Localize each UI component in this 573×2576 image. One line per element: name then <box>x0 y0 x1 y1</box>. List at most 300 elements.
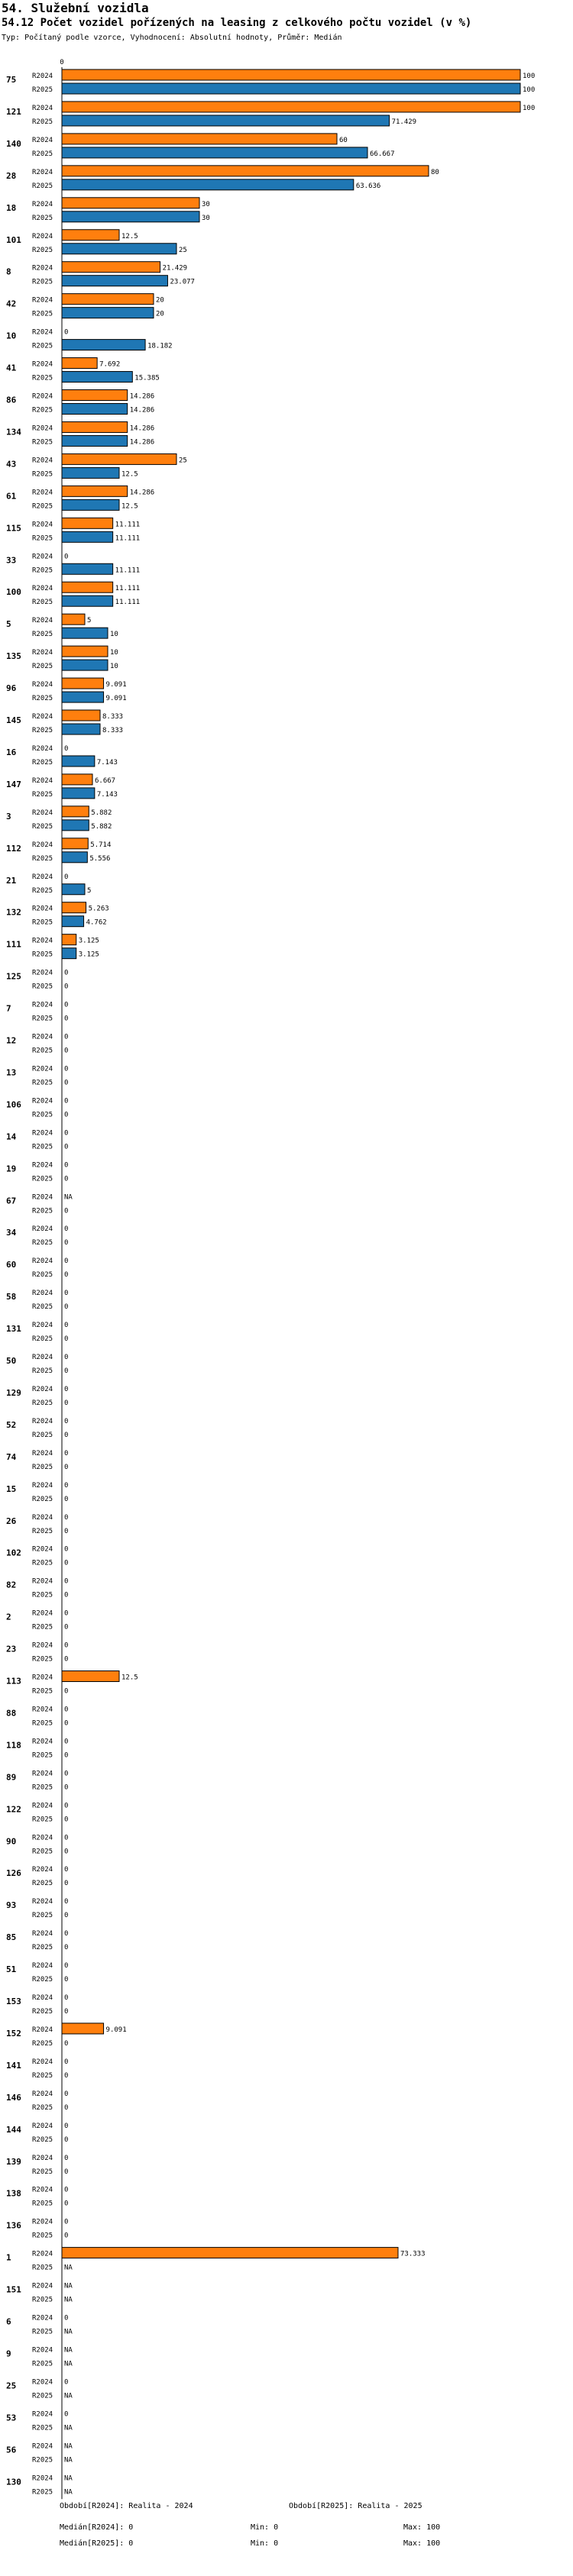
value-label: 0 <box>64 2122 69 2130</box>
category-label: 118 <box>6 1740 21 1751</box>
category-label: 126 <box>6 1868 21 1879</box>
value-label: 0 <box>64 1784 69 1792</box>
series-label-r2024: R2024 <box>32 1322 53 1330</box>
value-label: 0 <box>64 1912 69 1920</box>
category-label: 5 <box>6 619 11 630</box>
series-label-r2025: R2025 <box>32 246 53 254</box>
value-label: 0 <box>64 1047 69 1055</box>
value-label: 7.143 <box>96 758 118 767</box>
value-label: 5.263 <box>88 905 109 913</box>
value-label: 10 <box>110 663 118 671</box>
bar-r2025 <box>62 308 154 318</box>
value-label: 14.286 <box>129 424 155 433</box>
category-label: 101 <box>6 234 21 245</box>
value-label: 0 <box>64 1880 69 1888</box>
bar-r2024 <box>62 518 113 528</box>
value-label: 14.286 <box>129 392 155 401</box>
value-label: 0 <box>64 1513 69 1522</box>
value-label: 11.111 <box>115 521 141 529</box>
value-label: 12.5 <box>121 502 138 511</box>
value-label: 0 <box>64 1001 69 1009</box>
series-label-r2025: R2025 <box>32 2392 53 2400</box>
bar-r2024 <box>62 902 86 913</box>
bar-r2024 <box>62 486 128 496</box>
series-label-r2024: R2024 <box>32 136 53 144</box>
category-label: 2 <box>6 1612 11 1622</box>
series-label-r2024: R2024 <box>32 2058 53 2066</box>
bar-r2025 <box>62 147 367 158</box>
series-label-r2025: R2025 <box>32 1976 53 1984</box>
category-label: 75 <box>6 75 17 85</box>
category-label: 151 <box>6 2284 21 2295</box>
value-label: 0 <box>64 2103 69 2112</box>
series-label-r2025: R2025 <box>32 534 53 543</box>
category-label: 53 <box>6 2413 17 2423</box>
series-label-r2024: R2024 <box>32 617 53 625</box>
series-label-r2025: R2025 <box>32 918 53 927</box>
series-label-r2025: R2025 <box>32 790 53 799</box>
series-label-r2024: R2024 <box>32 1161 53 1170</box>
series-label-r2024: R2024 <box>32 73 53 80</box>
series-label-r2025: R2025 <box>32 1591 53 1600</box>
series-label-r2024: R2024 <box>32 1641 53 1650</box>
series-label-r2024: R2024 <box>32 104 53 112</box>
series-label-r2024: R2024 <box>32 1033 53 1041</box>
value-label: 0 <box>64 2218 69 2226</box>
category-label: 10 <box>6 331 17 341</box>
category-label: 41 <box>6 363 17 373</box>
series-label-r2024: R2024 <box>32 232 53 240</box>
bar-r2025 <box>62 83 520 94</box>
value-label: 0 <box>64 1559 69 1567</box>
category-label: 86 <box>6 395 17 405</box>
series-label-r2024: R2024 <box>32 2186 53 2194</box>
category-label: 16 <box>6 747 17 757</box>
series-label-r2024: R2024 <box>32 2218 53 2226</box>
series-label-r2024: R2024 <box>32 1609 53 1618</box>
bar-r2024 <box>62 838 88 849</box>
value-label: 0 <box>64 1322 69 1330</box>
value-label: 0 <box>64 1367 69 1375</box>
bar-r2024 <box>62 166 429 176</box>
series-label-r2024: R2024 <box>32 424 53 433</box>
series-label-r2024: R2024 <box>32 1962 53 1971</box>
value-label: 30 <box>202 200 210 208</box>
value-label: 0 <box>64 1577 69 1586</box>
series-label-r2025: R2025 <box>32 695 53 703</box>
footer-period-2025: Období[R2025]: Realita - 2025 <box>289 2502 422 2510</box>
series-label-r2025: R2025 <box>32 2488 53 2497</box>
bar-r2024 <box>62 710 100 721</box>
series-label-r2024: R2024 <box>32 585 53 593</box>
category-label: 112 <box>6 843 21 854</box>
value-label: 66.667 <box>370 150 395 158</box>
series-label-r2024: R2024 <box>32 1898 53 1906</box>
series-label-r2024: R2024 <box>32 328 53 337</box>
series-label-r2025: R2025 <box>32 1207 53 1215</box>
value-label: 0 <box>64 2200 69 2208</box>
value-label: 0 <box>64 1527 69 1535</box>
series-label-r2024: R2024 <box>32 392 53 401</box>
bar-r2024 <box>62 806 89 817</box>
series-label-r2024: R2024 <box>32 1802 53 1810</box>
value-label: 12.5 <box>121 232 138 240</box>
value-label: 0 <box>64 1207 69 1215</box>
series-label-r2024: R2024 <box>32 521 53 529</box>
bar-r2024 <box>62 2023 104 2034</box>
bar-r2025 <box>62 884 85 895</box>
series-label-r2024: R2024 <box>32 649 53 657</box>
series-label-r2024: R2024 <box>32 1866 53 1874</box>
value-label: 0 <box>64 2058 69 2066</box>
value-label: 11.111 <box>115 585 141 593</box>
series-label-r2024: R2024 <box>32 2442 53 2451</box>
value-label: 0 <box>64 1271 69 1280</box>
category-label: 28 <box>6 170 17 181</box>
series-label-r2025: R2025 <box>32 1239 53 1248</box>
series-label-r2024: R2024 <box>32 937 53 945</box>
bar-r2024 <box>62 2248 398 2258</box>
value-label: 0 <box>64 2314 69 2323</box>
value-label: 30 <box>202 214 210 222</box>
value-label: 0 <box>64 1706 69 1714</box>
value-label: 0 <box>64 1385 69 1393</box>
value-label: 71.429 <box>391 118 417 126</box>
value-label: 73.333 <box>400 2250 426 2258</box>
value-label: 11.111 <box>115 567 141 575</box>
value-label: NA <box>64 2488 73 2497</box>
value-label: 23.077 <box>170 278 195 286</box>
series-label-r2025: R2025 <box>32 886 53 895</box>
bar-r2024 <box>62 102 520 112</box>
value-label: 15.385 <box>134 374 160 383</box>
value-label: 8.333 <box>102 713 124 721</box>
series-label-r2025: R2025 <box>32 2168 53 2176</box>
bar-r2024 <box>62 134 337 144</box>
value-label: 0 <box>64 1816 69 1824</box>
series-label-r2024: R2024 <box>32 1417 53 1425</box>
series-label-r2025: R2025 <box>32 2200 53 2208</box>
series-label-r2025: R2025 <box>32 1175 53 1183</box>
series-label-r2024: R2024 <box>32 2410 53 2419</box>
value-label: NA <box>64 1193 73 1202</box>
series-label-r2024: R2024 <box>32 1129 53 1138</box>
series-label-r2025: R2025 <box>32 182 53 190</box>
chart-subtitle: Typ: Počítaný podle vzorce, Vyhodnocení: Absolutní hodnoty, Průměr: Medián <box>2 34 342 42</box>
bar-r2024 <box>62 421 128 432</box>
value-label: 0 <box>64 983 69 991</box>
value-label: 0 <box>64 873 69 881</box>
value-label: 0 <box>64 1738 69 1746</box>
series-label-r2025: R2025 <box>32 1880 53 1888</box>
series-label-r2024: R2024 <box>32 1290 53 1298</box>
series-label-r2025: R2025 <box>32 470 53 479</box>
series-label-r2024: R2024 <box>32 2154 53 2162</box>
category-label: 6 <box>6 2316 11 2327</box>
value-label: 0 <box>64 2154 69 2162</box>
series-label-r2025: R2025 <box>32 1816 53 1824</box>
series-label-r2025: R2025 <box>32 2135 53 2144</box>
series-label-r2024: R2024 <box>32 1770 53 1778</box>
value-label: 0 <box>64 1065 69 1073</box>
series-label-r2024: R2024 <box>32 2026 53 2034</box>
series-label-r2025: R2025 <box>32 1399 53 1407</box>
series-label-r2024: R2024 <box>32 2474 53 2483</box>
series-label-r2025: R2025 <box>32 983 53 991</box>
series-label-r2025: R2025 <box>32 2328 53 2336</box>
value-label: 14.286 <box>129 489 155 497</box>
bar-r2024 <box>62 678 104 689</box>
value-label: 0 <box>64 2232 69 2240</box>
category-label: 138 <box>6 2188 21 2199</box>
series-label-r2024: R2024 <box>32 1834 53 1842</box>
value-label: 0 <box>64 1641 69 1650</box>
category-label: 115 <box>6 523 21 534</box>
category-label: 1 <box>6 2252 11 2263</box>
bar-r2024 <box>62 69 520 80</box>
series-label-r2024: R2024 <box>32 969 53 977</box>
value-label: 0 <box>64 1495 69 1503</box>
category-label: 34 <box>6 1228 17 1238</box>
bar-r2025 <box>62 724 100 734</box>
series-label-r2025: R2025 <box>32 1719 53 1728</box>
bar-r2025 <box>62 692 104 702</box>
bar-r2024 <box>62 198 199 208</box>
category-label: 26 <box>6 1516 17 1526</box>
series-label-r2025: R2025 <box>32 1015 53 1023</box>
series-label-r2025: R2025 <box>32 1271 53 1280</box>
value-label: 100 <box>523 73 536 80</box>
bar-r2024 <box>62 390 128 401</box>
value-label: 7.692 <box>99 360 121 369</box>
value-label: 0 <box>64 2039 69 2048</box>
category-label: 152 <box>6 2028 21 2039</box>
value-label: 0 <box>64 2090 69 2098</box>
value-label: 11.111 <box>115 534 141 543</box>
series-label-r2025: R2025 <box>32 2103 53 2112</box>
series-label-r2025: R2025 <box>32 567 53 575</box>
value-label: 0 <box>64 1290 69 1298</box>
value-label: 0 <box>64 1655 69 1664</box>
series-label-r2025: R2025 <box>32 406 53 415</box>
series-label-r2024: R2024 <box>32 1481 53 1490</box>
category-label: 140 <box>6 138 21 149</box>
value-label: 0 <box>64 1751 69 1760</box>
footer-period-2024: Období[R2024]: Realita - 2024 <box>60 2502 193 2510</box>
value-label: 12.5 <box>121 1674 138 1682</box>
section-title: 54. Služební vozidla <box>2 1 149 15</box>
series-label-r2025: R2025 <box>32 951 53 959</box>
series-label-r2025: R2025 <box>32 2039 53 2048</box>
category-label: 13 <box>6 1067 17 1078</box>
value-label: 0 <box>64 1417 69 1425</box>
value-label: 0 <box>64 1225 69 1234</box>
category-label: 85 <box>6 1932 17 1943</box>
bar-r2025 <box>62 115 390 126</box>
value-label: 0 <box>64 1303 69 1312</box>
series-label-r2024: R2024 <box>32 296 53 305</box>
series-label-r2025: R2025 <box>32 822 53 831</box>
value-label: 0 <box>64 1354 69 1361</box>
category-label: 145 <box>6 715 21 725</box>
series-label-r2024: R2024 <box>32 1225 53 1234</box>
series-label-r2024: R2024 <box>32 1001 53 1009</box>
series-label-r2025: R2025 <box>32 214 53 222</box>
bar-r2024 <box>62 774 92 785</box>
category-label: 52 <box>6 1419 17 1430</box>
value-label: NA <box>64 2264 73 2272</box>
series-label-r2024: R2024 <box>32 713 53 721</box>
value-label: 0 <box>64 1079 69 1087</box>
value-label: 5.882 <box>91 809 112 817</box>
value-label: 0 <box>64 1239 69 1248</box>
value-label: 5.714 <box>90 841 112 849</box>
series-label-r2024: R2024 <box>32 1065 53 1073</box>
value-label: 25 <box>179 457 187 465</box>
series-label-r2024: R2024 <box>32 2314 53 2323</box>
bar-r2025 <box>62 563 113 574</box>
series-label-r2025: R2025 <box>32 438 53 447</box>
series-label-r2025: R2025 <box>32 1751 53 1760</box>
bar-r2025 <box>62 788 95 799</box>
series-label-r2024: R2024 <box>32 809 53 817</box>
category-label: 100 <box>6 587 21 598</box>
series-label-r2025: R2025 <box>32 310 53 318</box>
bar-r2025 <box>62 404 128 415</box>
footer-min-2025: Min: 0 <box>251 2539 279 2548</box>
value-label: 5.556 <box>89 854 111 863</box>
series-label-r2024: R2024 <box>32 905 53 913</box>
value-label: 0 <box>64 1257 69 1266</box>
value-label: 20 <box>156 296 164 305</box>
value-label: 100 <box>523 86 536 94</box>
series-label-r2025: R2025 <box>32 1559 53 1567</box>
category-label: 130 <box>6 2477 21 2487</box>
value-label: NA <box>64 2328 73 2336</box>
bar-r2025 <box>62 628 108 638</box>
series-label-r2024: R2024 <box>32 2378 53 2387</box>
series-label-r2025: R2025 <box>32 1431 53 1439</box>
value-label: 0 <box>64 1994 69 2002</box>
category-label: 113 <box>6 1676 21 1687</box>
series-label-r2025: R2025 <box>32 663 53 671</box>
series-label-r2024: R2024 <box>32 2250 53 2258</box>
value-label: 6.667 <box>95 776 116 785</box>
value-label: 9.091 <box>105 681 127 689</box>
value-label: 0 <box>64 2410 69 2419</box>
bar-r2025 <box>62 340 145 350</box>
series-label-r2025: R2025 <box>32 1335 53 1344</box>
series-label-r2024: R2024 <box>32 264 53 273</box>
value-label: NA <box>64 2456 73 2465</box>
value-label: 10 <box>110 649 118 657</box>
value-label: 0 <box>64 1591 69 1600</box>
value-label: 0 <box>64 1097 69 1106</box>
series-label-r2025: R2025 <box>32 631 53 639</box>
bar-r2024 <box>62 262 160 273</box>
series-label-r2024: R2024 <box>32 2122 53 2130</box>
value-label: 14.286 <box>129 406 155 415</box>
bar-r2024 <box>62 1671 119 1682</box>
series-label-r2024: R2024 <box>32 1097 53 1106</box>
category-label: 19 <box>6 1164 17 1174</box>
value-label: 8.333 <box>102 727 124 734</box>
value-label: 25 <box>179 246 187 254</box>
value-label: NA <box>64 2282 73 2290</box>
series-label-r2025: R2025 <box>32 1079 53 1087</box>
category-label: 50 <box>6 1356 17 1366</box>
series-label-r2024: R2024 <box>32 1449 53 1457</box>
value-label: 0 <box>64 1930 69 1938</box>
category-label: 43 <box>6 459 17 470</box>
series-label-r2025: R2025 <box>32 2424 53 2432</box>
category-label: 82 <box>6 1580 17 1590</box>
value-label: 0 <box>64 1399 69 1407</box>
series-label-r2024: R2024 <box>32 1674 53 1682</box>
series-label-r2024: R2024 <box>32 553 53 561</box>
bar-r2025 <box>62 756 95 767</box>
value-label: NA <box>64 2442 73 2451</box>
value-label: 14.286 <box>129 438 155 447</box>
value-label: 0 <box>64 1687 69 1696</box>
footer-min-2024: Min: 0 <box>251 2523 279 2532</box>
bar-r2024 <box>62 454 176 464</box>
series-label-r2024: R2024 <box>32 1513 53 1522</box>
series-label-r2025: R2025 <box>32 1303 53 1312</box>
bar-r2025 <box>62 435 128 446</box>
category-label: 21 <box>6 875 17 886</box>
series-label-r2025: R2025 <box>32 2232 53 2240</box>
series-label-r2025: R2025 <box>32 1527 53 1535</box>
series-label-r2024: R2024 <box>32 1706 53 1714</box>
value-label: 10 <box>110 631 118 639</box>
category-label: 25 <box>6 2381 17 2391</box>
chart-title: 54.12 Počet vozidel pořízených na leasing z celkového počtu vozidel (v %) <box>2 17 472 29</box>
value-label: 0 <box>64 2168 69 2176</box>
footer-max-2025: Max: 100 <box>403 2539 441 2548</box>
series-label-r2025: R2025 <box>32 1367 53 1375</box>
value-label: 60 <box>339 136 348 144</box>
series-label-r2025: R2025 <box>32 2008 53 2016</box>
category-label: 147 <box>6 779 21 789</box>
value-label: 0 <box>64 1802 69 1810</box>
value-label: 0 <box>64 1449 69 1457</box>
bar-r2025 <box>62 820 89 831</box>
series-label-r2024: R2024 <box>32 2090 53 2098</box>
series-label-r2024: R2024 <box>32 1385 53 1393</box>
series-label-r2024: R2024 <box>32 1930 53 1938</box>
series-label-r2024: R2024 <box>32 2282 53 2290</box>
value-label: 0 <box>64 2135 69 2144</box>
bar-r2025 <box>62 276 167 286</box>
category-label: 153 <box>6 1997 21 2006</box>
value-label: 0 <box>64 2008 69 2016</box>
series-label-r2025: R2025 <box>32 758 53 767</box>
value-label: 12.5 <box>121 470 138 479</box>
value-label: 0 <box>64 1898 69 1906</box>
value-label: 0 <box>64 1848 69 1856</box>
value-label: 3.125 <box>78 937 99 945</box>
bar-r2024 <box>62 230 119 240</box>
series-label-r2024: R2024 <box>32 489 53 497</box>
bar-r2024 <box>62 294 154 305</box>
footer-max-2024: Max: 100 <box>403 2523 441 2532</box>
category-label: 8 <box>6 266 11 277</box>
category-label: 102 <box>6 1548 21 1558</box>
value-label: NA <box>64 2424 73 2432</box>
value-label: 0 <box>64 1143 69 1151</box>
series-label-r2024: R2024 <box>32 457 53 465</box>
